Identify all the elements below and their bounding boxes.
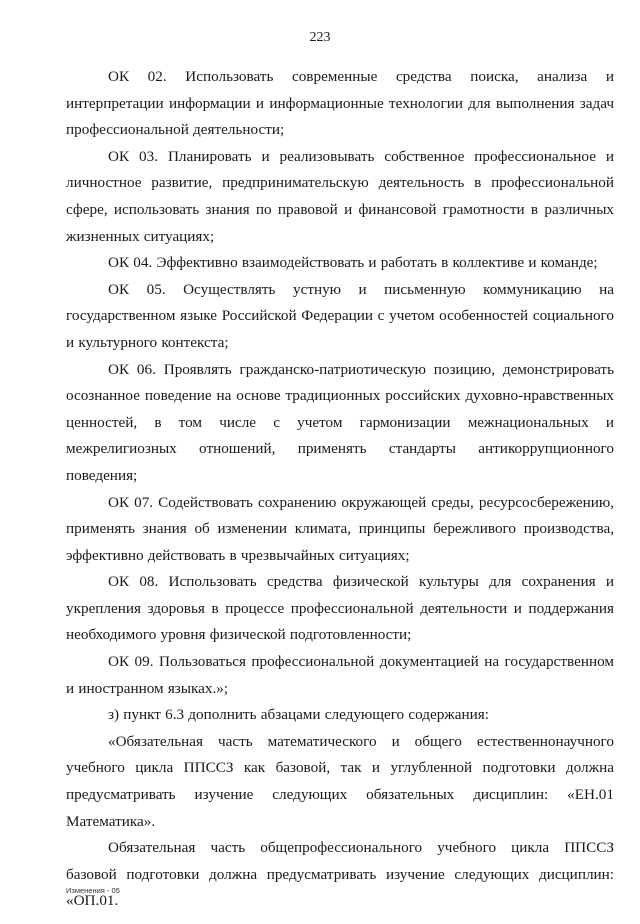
paragraph-ok02: ОК 02. Использовать современные средства поиска, анализа и интерпретации информации и информационные технологии для выполнения задач профессиональной деятельности; (66, 68, 614, 139)
paragraph-ok05: ОК 05. Осуществлять устную и письменную коммуникацию на государственном языке Российской Федерации с учетом особенностей социального и культурного контекста; (66, 280, 614, 351)
footer-note: Изменения - 05 (66, 886, 120, 895)
paragraph-ok04: ОК 04. Эффективно взаимодействовать и работать в коллективе и команде; (108, 254, 598, 272)
paragraph-math-cycle: «Обязательная часть математического и общего естественнонаучного учебного цикла ППССЗ как базовой, так и углубленной подготовки должна предусматривать изучение следующих обязательных дисциплин: «ЕН.01 Математика». (66, 732, 614, 830)
paragraph-ok03: ОК 03. Планировать и реализовывать собственное профессиональное и личностное развитие, предпринимательскую деятельность в профессиональной сфере, использовать знания по правовой и финансовой грамотности в различных жизненных ситуациях; (66, 147, 614, 245)
paragraph-ok08: ОК 08. Использовать средства физической культуры для сохранения и укрепления здоровья в процессе профессиональной деятельности и поддержания необходимого уровня физической подготовленности; (66, 573, 614, 644)
paragraph-item-z: з) пункт 6.3 дополнить абзацами следующего содержания: (108, 706, 490, 724)
document-body (66, 64, 614, 915)
paragraph-ok07: ОК 07. Содействовать сохранению окружающей среды, ресурсосбережению, применять знания об изменении климата, принципы бережливого производства, эффективно действовать в чрезвычайных ситуациях; (66, 493, 614, 564)
paragraph-general-professional-cycle: Обязательная часть общепрофессионального учебного цикла ППССЗ базовой подготовки должна предусматривать изучение следующих дисциплин: «ОП.01. (66, 839, 614, 910)
page-number: 223 (309, 30, 331, 45)
paragraph-ok09: ОК 09. Пользоваться профессиональной документацией на государственном и иностранном языках.»; (66, 653, 614, 697)
paragraph-ok06: ОК 06. Проявлять гражданско-патриотическую позицию, демонстрировать осознанное поведение на основе традиционных российских духовно-нравственных ценностей, в том числе с учетом гармонизации межнациональных и межрелигиозных отношений, применять стандарты антикоррупционного поведения; (66, 360, 614, 484)
